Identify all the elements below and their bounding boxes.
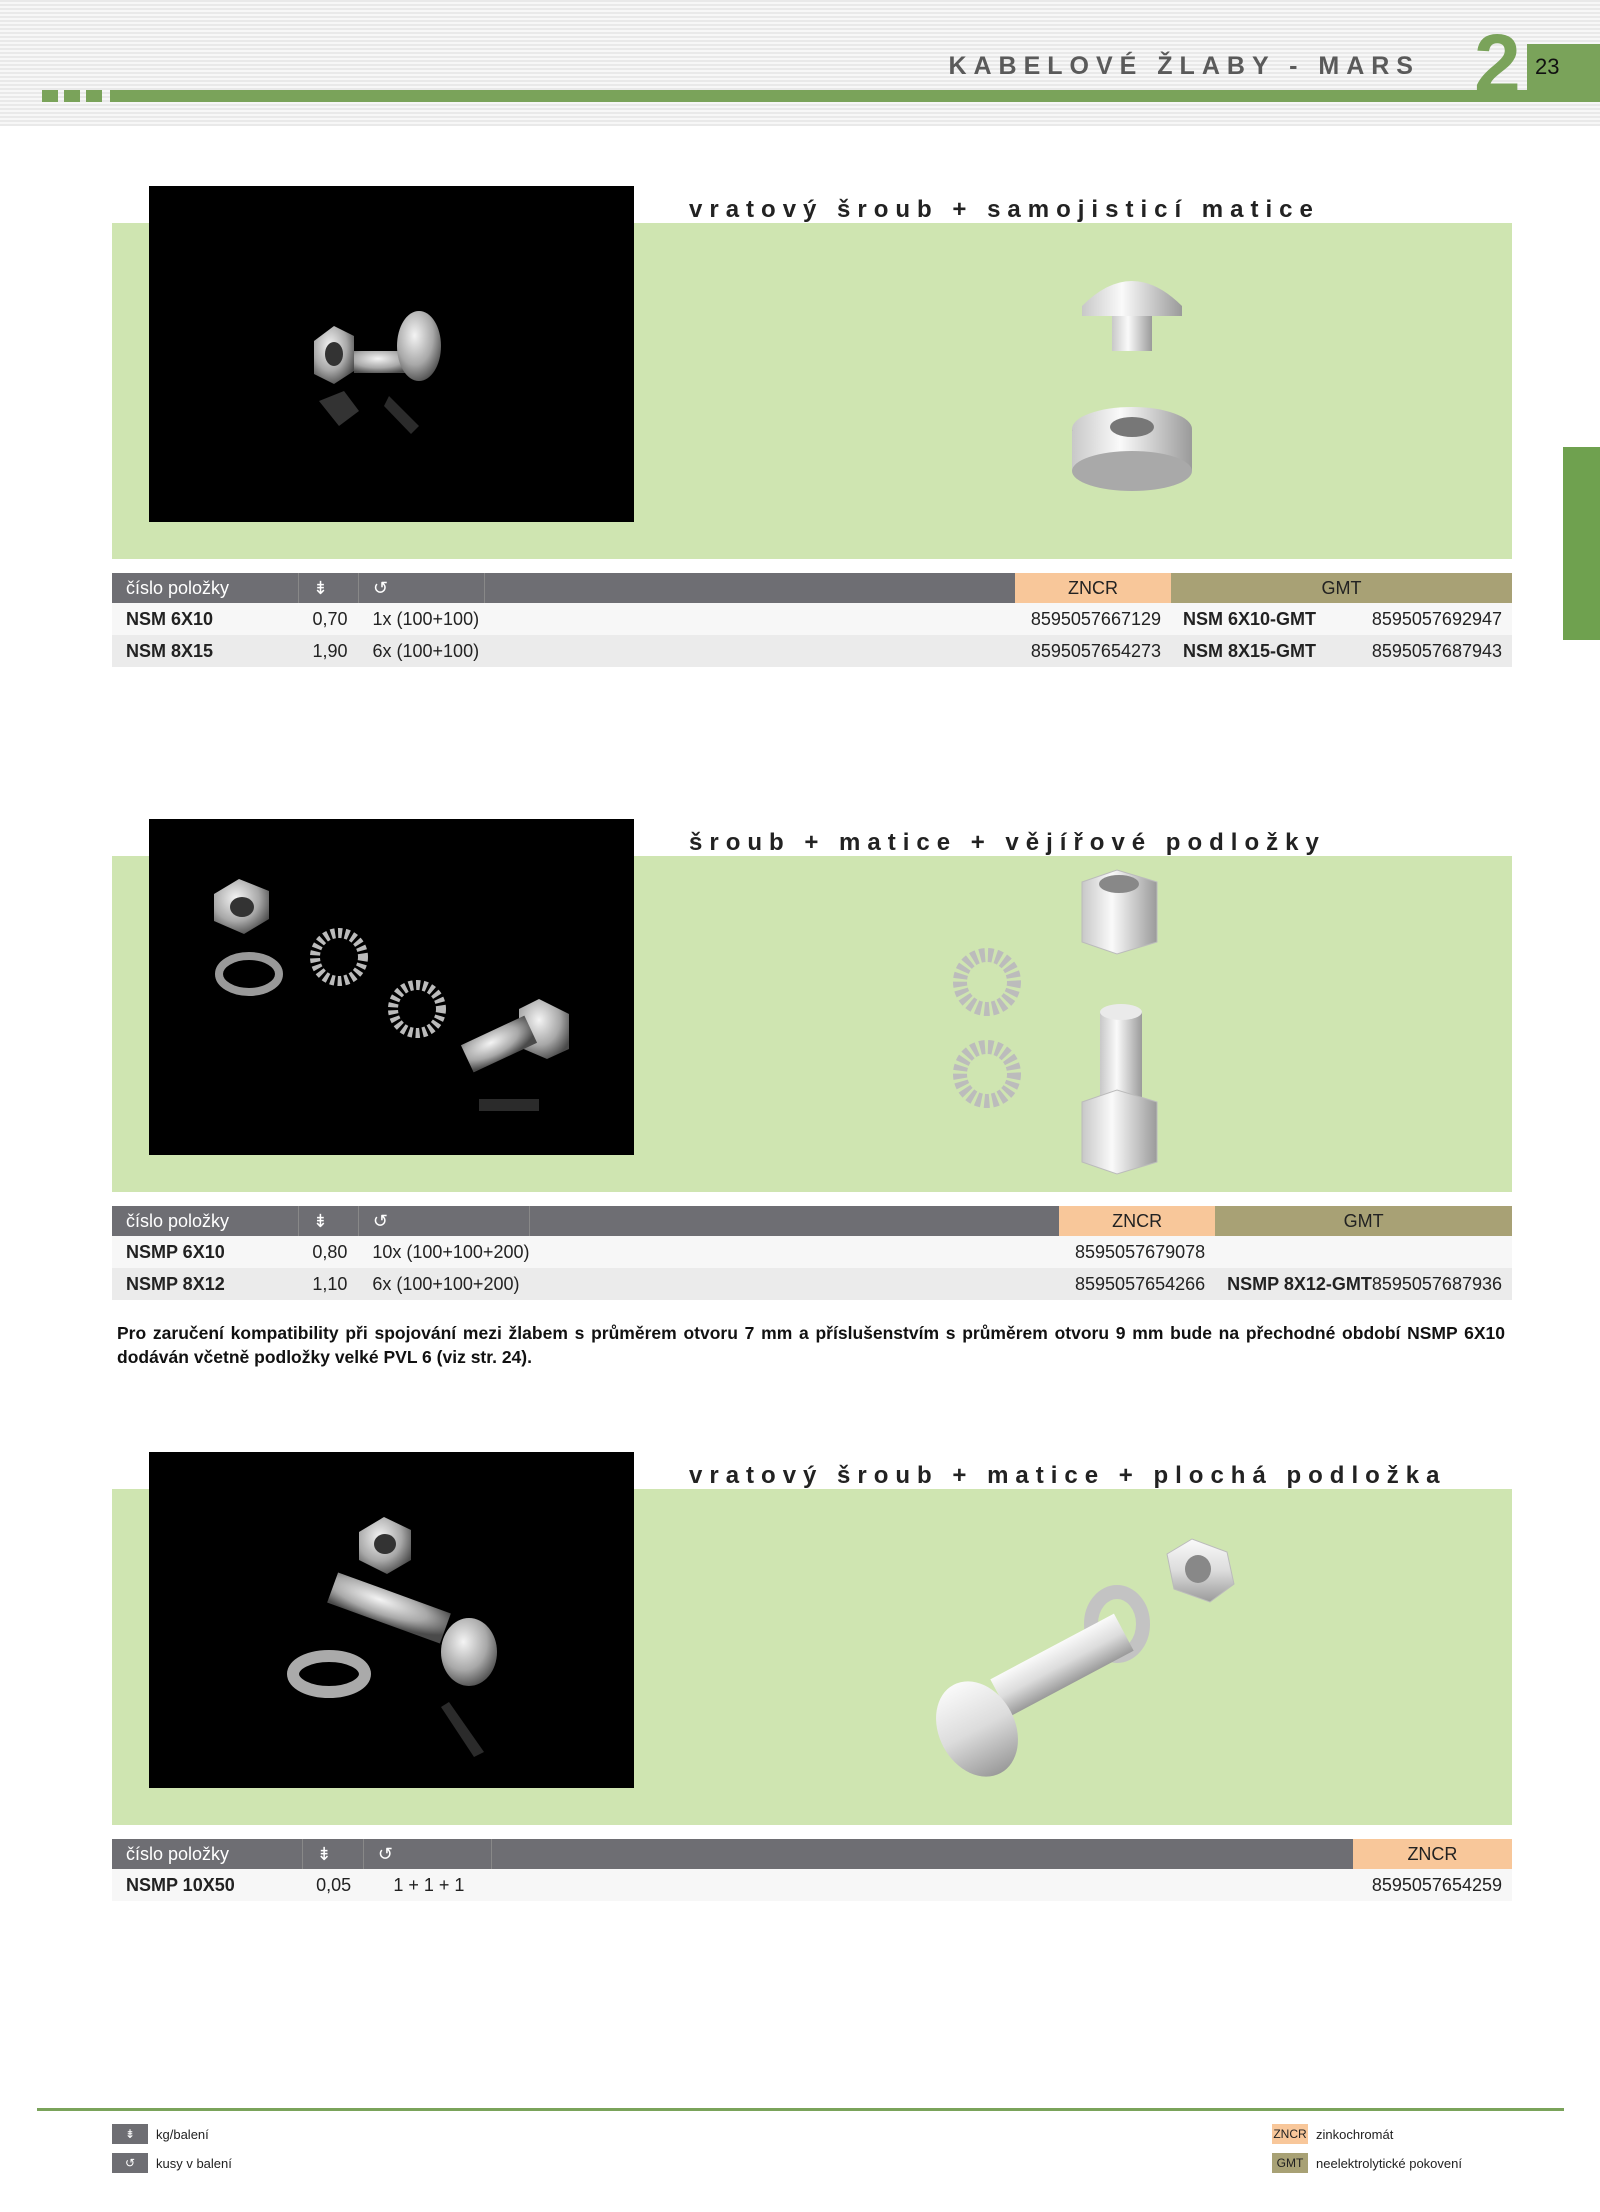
product-section-3 (112, 1452, 1512, 1912)
weight-value: 0,70 (299, 603, 359, 635)
pieces-value: 1x (100+100) (359, 603, 485, 635)
pieces-value: 1 + 1 + 1 (363, 1869, 491, 1901)
gmt-item: NSMP 8X12-GMT (1215, 1268, 1372, 1300)
pieces-icon: ↺ (358, 1206, 529, 1236)
product-table (112, 1206, 1512, 1300)
weight-value: 1,90 (299, 635, 359, 667)
item-number: NSMP 10X50 (112, 1869, 302, 1901)
product-drawing (922, 1524, 1252, 1794)
ean-zncr: 8595057667129 (1015, 603, 1171, 635)
table-row (112, 635, 1512, 667)
pieces-icon: ↺ (363, 1839, 491, 1869)
footer-rule (37, 2108, 1564, 2111)
weight-icon: ⇟ (112, 2124, 148, 2144)
legend-weight (112, 2124, 209, 2144)
page-number-box (1527, 44, 1600, 100)
gmt-swatch: GMT (1272, 2153, 1308, 2173)
section-title: vratový šroub + matice + plochá podložka (689, 1462, 1447, 1489)
pieces-icon: ↺ (112, 2153, 148, 2173)
zncr-swatch: ZNCR (1272, 2124, 1308, 2144)
pieces-icon: ↺ (359, 573, 485, 603)
ean-zncr: 8595057654266 (1059, 1268, 1215, 1300)
weight-value: 0,80 (298, 1236, 358, 1268)
table-row (112, 1236, 1512, 1268)
pieces-value: 6x (100+100) (359, 635, 485, 667)
header-rule (110, 90, 1600, 102)
col-item-number: číslo položky (112, 573, 299, 603)
gmt-item: NSM 8X15-GMT (1171, 635, 1344, 667)
item-number: NSMP 8X12 (112, 1268, 298, 1300)
product-photo (149, 186, 634, 522)
pieces-value: 6x (100+100+200) (358, 1268, 529, 1300)
col-gmt: GMT (1171, 573, 1512, 603)
compatibility-note: Pro zaručení kompatibility při spojování mezi žlabem s průměrem otvoru 7 mm a příslušenstvím s průměrem otvoru 9 mm bude na přechodné období NSMP 6X10 dodáván včetně podložky velké PVL 6 (viz str. 24). (117, 1323, 1505, 1367)
item-number: NSM 8X15 (112, 635, 299, 667)
product-drawing (942, 862, 1252, 1182)
product-section-2 (112, 819, 1512, 1309)
ean-zncr: 8595057679078 (1059, 1236, 1215, 1268)
header-marks (42, 90, 102, 102)
table-row (112, 603, 1512, 635)
pieces-value: 10x (100+100+200) (358, 1236, 529, 1268)
section-title: vratový šroub + samojisticí matice (689, 196, 1320, 223)
legend-pieces (112, 2153, 232, 2173)
product-section-1 (112, 186, 1512, 671)
chapter-number: 2 (1474, 17, 1521, 111)
product-table (112, 573, 1512, 667)
page-number: 23 (1535, 54, 1560, 79)
legend-label: neelektrolytické pokovení (1316, 2155, 1462, 2171)
gmt-item: NSM 6X10-GMT (1171, 603, 1344, 635)
weight-icon: ⇟ (298, 1206, 358, 1236)
legend-label: kg/balení (156, 2126, 209, 2142)
legend-label: kusy v balení (156, 2155, 232, 2171)
ean-zncr: 8595057654259 (1353, 1869, 1512, 1901)
legend-zncr (1272, 2124, 1393, 2144)
legend-gmt (1272, 2153, 1462, 2173)
legend-label: zinkochromát (1316, 2126, 1394, 2142)
col-zncr: ZNCR (1353, 1839, 1512, 1869)
ean-gmt: 8595057687943 (1344, 635, 1512, 667)
page-title: KABELOVÉ ŽLABY - MARS (948, 52, 1420, 80)
col-item-number: číslo položky (112, 1839, 302, 1869)
item-number: NSM 6X10 (112, 603, 299, 635)
col-item-number: číslo položky (112, 1206, 298, 1236)
gmt-item (1215, 1236, 1372, 1268)
table-row (112, 1268, 1512, 1300)
col-zncr: ZNCR (1015, 573, 1171, 603)
product-drawing (1052, 261, 1212, 501)
ean-gmt: 8595057687936 (1372, 1268, 1512, 1300)
section-title: šroub + matice + vějířové podložky (689, 829, 1326, 856)
ean-zncr: 8595057654273 (1015, 635, 1171, 667)
product-photo (149, 819, 634, 1155)
product-photo (149, 1452, 634, 1788)
weight-icon: ⇟ (299, 573, 359, 603)
product-table (112, 1839, 1512, 1901)
item-number: NSMP 6X10 (112, 1236, 298, 1268)
ean-gmt (1372, 1236, 1512, 1268)
weight-value: 1,10 (298, 1268, 358, 1300)
table-row (112, 1869, 1512, 1901)
col-gmt: GMT (1215, 1206, 1512, 1236)
weight-icon: ⇟ (302, 1839, 363, 1869)
weight-value: 0,05 (302, 1869, 363, 1901)
col-zncr: ZNCR (1059, 1206, 1215, 1236)
chapter-side-tab (1563, 447, 1600, 640)
ean-gmt: 8595057692947 (1344, 603, 1512, 635)
